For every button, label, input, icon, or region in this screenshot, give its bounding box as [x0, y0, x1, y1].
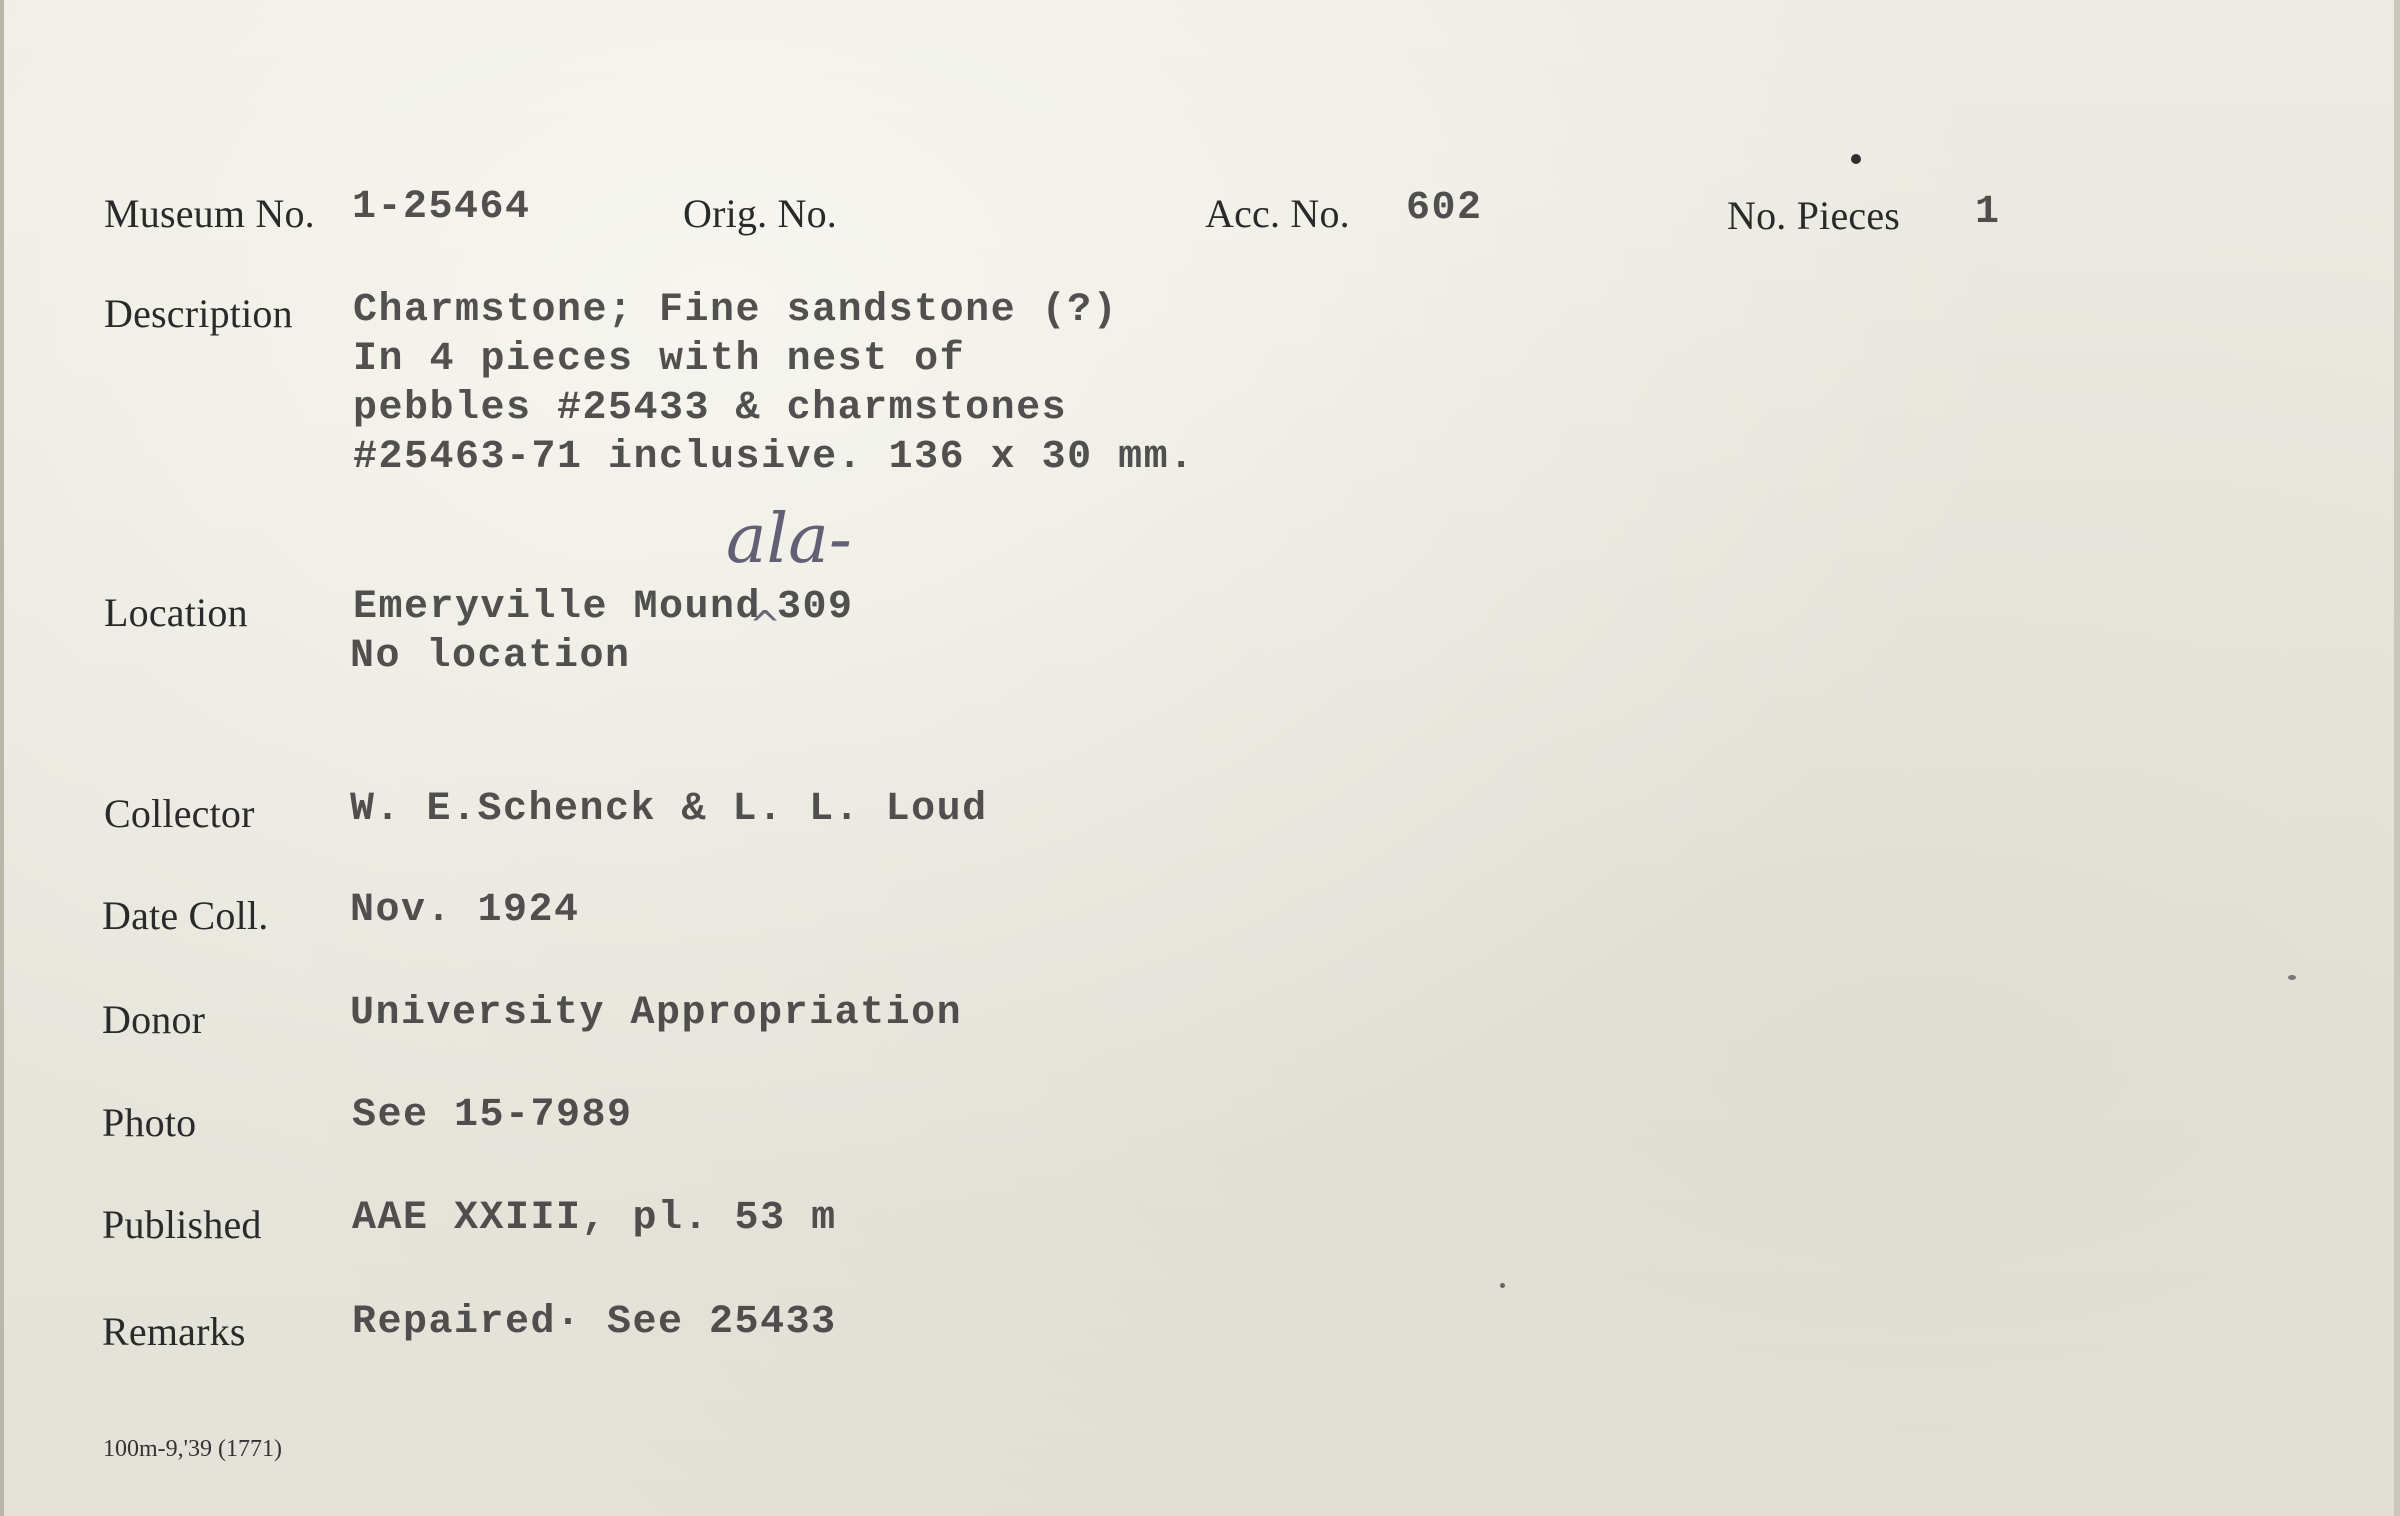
published-label: Published: [102, 1202, 262, 1247]
print-code: 100m-9,'39 (1771): [103, 1436, 282, 1462]
photo-value: See 15-7989: [352, 1093, 633, 1138]
museum-no-value: 1-25464: [352, 185, 531, 230]
handwritten-insert: ala-: [726, 500, 852, 579]
orig-no-label: Orig. No.: [683, 191, 838, 236]
donor-label: Donor: [102, 997, 206, 1042]
description-line: pebbles #25433 & charmstones: [353, 386, 1068, 431]
remarks-value: Repaired· See 25433: [352, 1300, 837, 1345]
museum-no-label: Museum No.: [104, 191, 315, 236]
description-line: Charmstone; Fine sandstone (?): [353, 288, 1119, 333]
description-line: In 4 pieces with nest of: [353, 337, 966, 382]
ink-speck: [1500, 1283, 1505, 1288]
remarks-label: Remarks: [102, 1309, 246, 1354]
acc-no-value: 602: [1406, 186, 1483, 231]
collector-label: Collector: [104, 791, 255, 836]
insertion-caret: ^: [749, 603, 781, 647]
description-line: #25463-71 inclusive. 136 x 30 mm.: [353, 435, 1195, 480]
donor-value: University Appropriation: [350, 991, 963, 1036]
ink-dot: [1851, 154, 1861, 164]
location-line1: Emeryville Mound: [353, 585, 762, 630]
location-line1-suffix: 309: [777, 585, 854, 630]
location-line2: No location: [350, 634, 631, 679]
card-right-edge: [2394, 0, 2400, 1516]
no-pieces-label: No. Pieces: [1727, 193, 1901, 238]
no-pieces-value: 1: [1975, 190, 2001, 235]
card-left-edge: [0, 0, 4, 1516]
description-text: [353, 286, 1195, 482]
collector-value: W. E.Schenck & L. L. Loud: [350, 787, 988, 832]
description-label: Description: [104, 291, 293, 336]
published-value: AAE XXIII, pl. 53 m: [352, 1196, 837, 1241]
date-coll-value: Nov. 1924: [350, 888, 580, 933]
acc-no-label: Acc. No.: [1205, 191, 1350, 236]
photo-label: Photo: [102, 1100, 197, 1145]
ink-speck: [2288, 975, 2296, 980]
location-label: Location: [104, 590, 248, 635]
date-coll-label: Date Coll.: [102, 893, 269, 938]
